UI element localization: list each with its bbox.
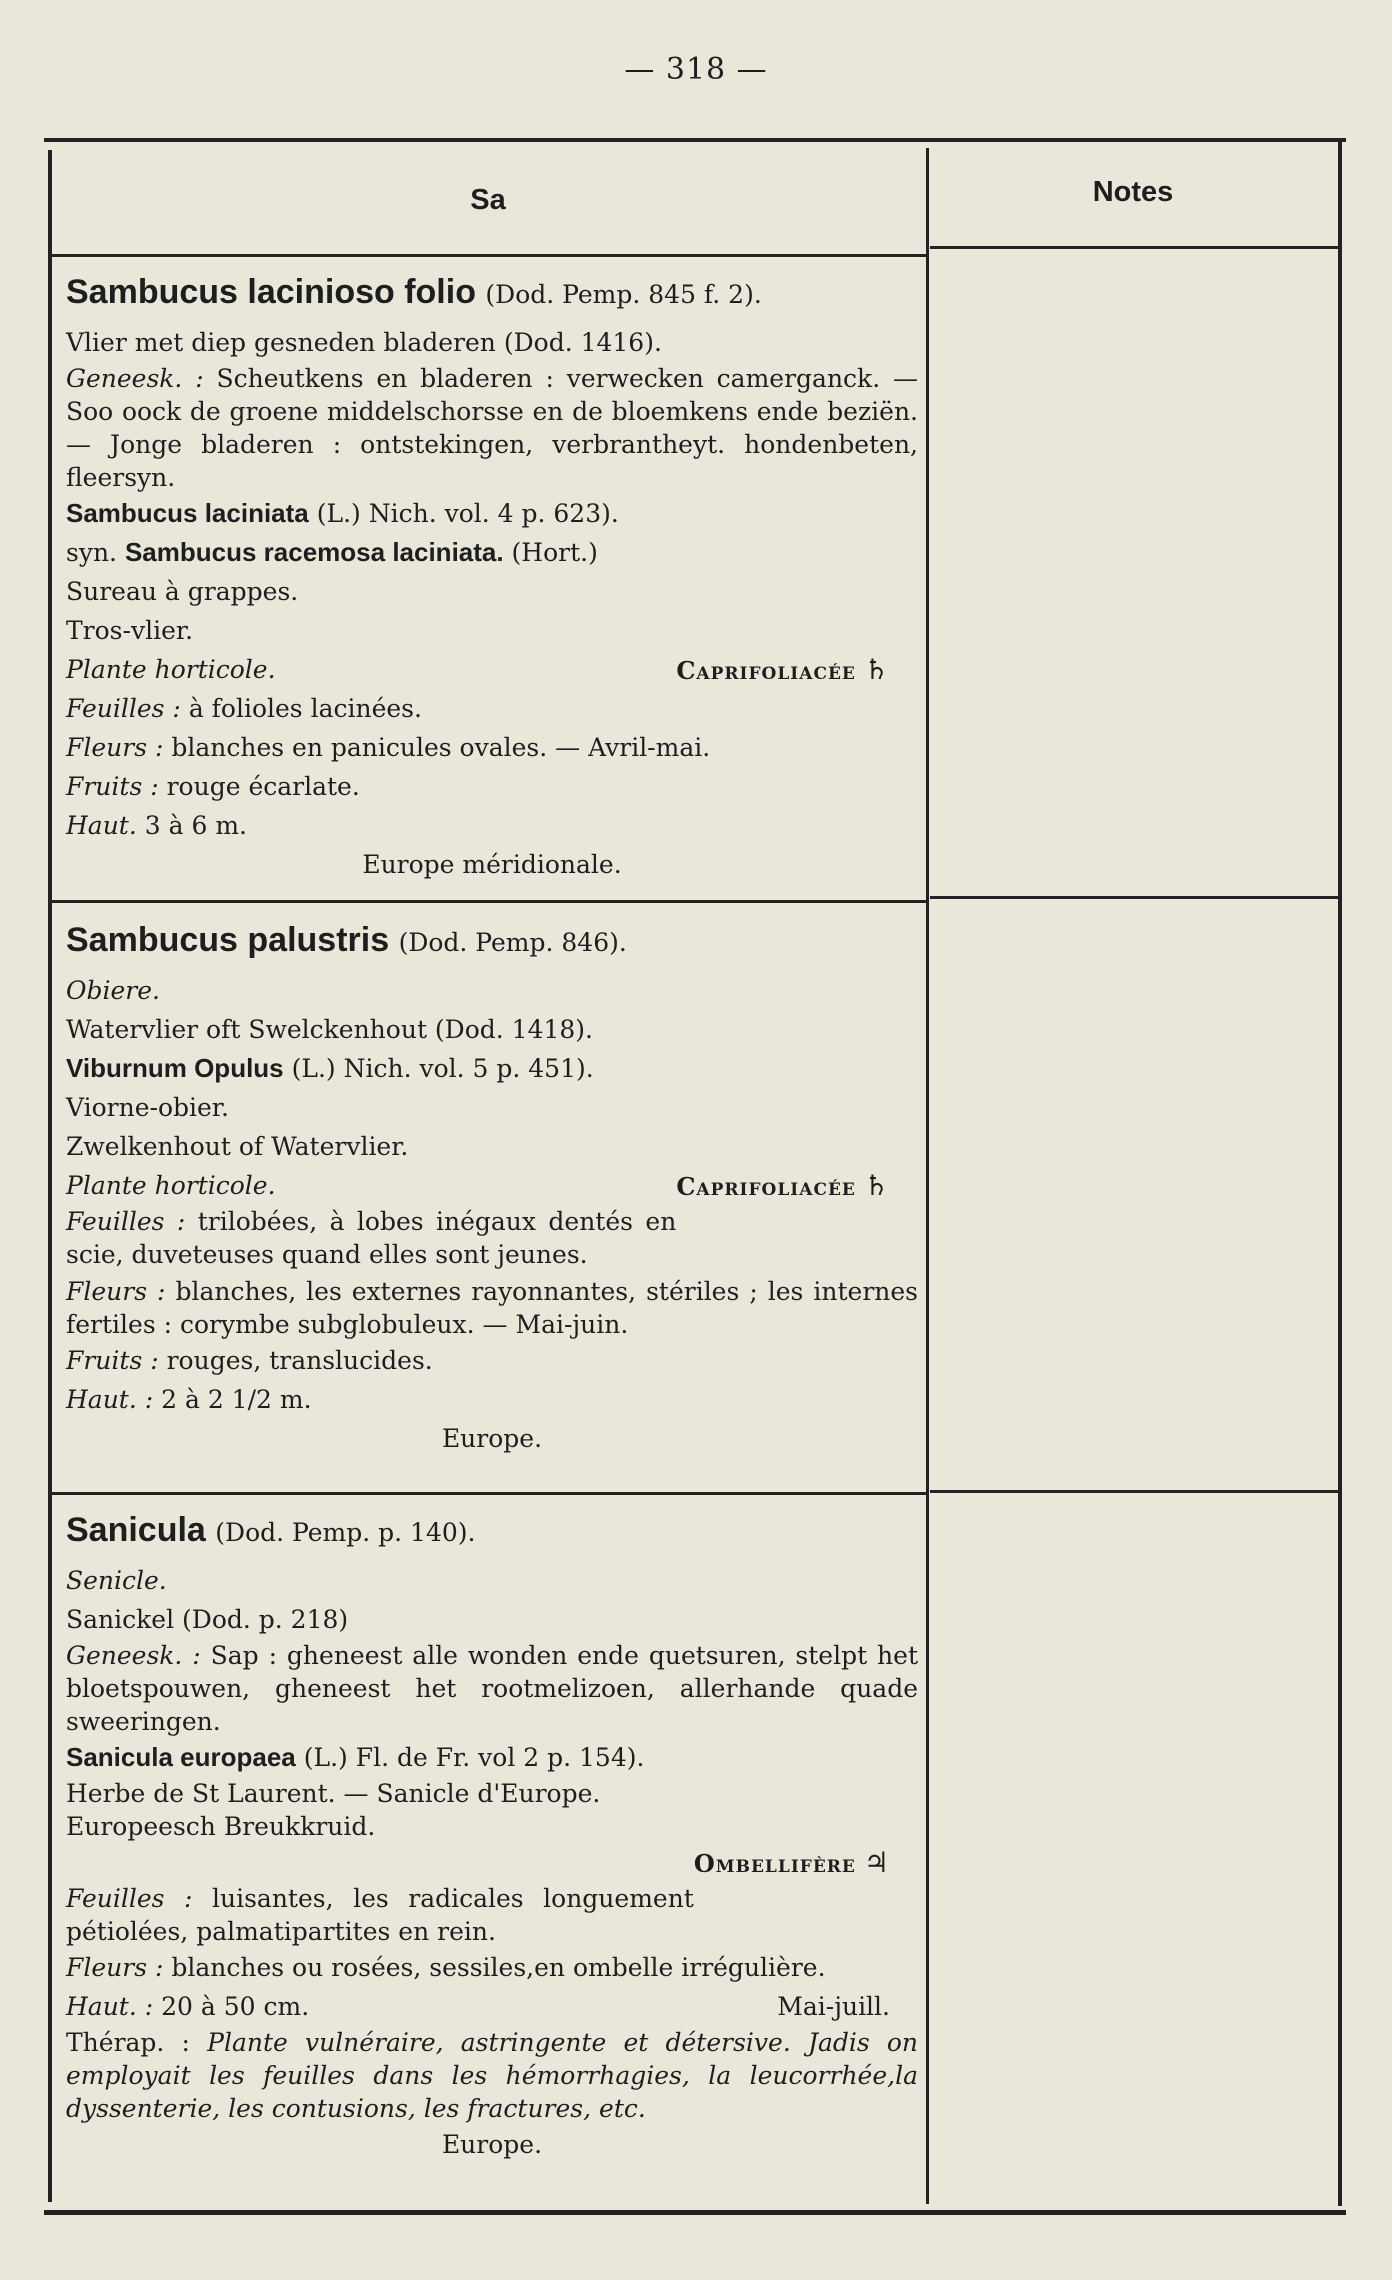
right-border	[1338, 142, 1342, 2206]
flemish-name: Sanickel (Dod. p. 218)	[66, 1605, 349, 1634]
species-name: Sambucus palustris	[66, 921, 390, 959]
entry-divider-1-left	[52, 900, 926, 903]
flemish-name: Vlier met diep gesneden bladeren (Dod. 1416).	[66, 328, 662, 357]
shrub-symbol-icon: ♄	[863, 653, 890, 686]
header-rule-right	[930, 246, 1338, 249]
dutch-name: Zwelkenhout of Watervlier.	[66, 1132, 409, 1161]
fruits-line: Fruits : rouges, translucides.	[66, 1346, 433, 1375]
page-number: — 318 —	[624, 52, 768, 87]
family-label: Ombellifère ♃	[693, 1846, 890, 1879]
feuilles-line: Feuilles : trilobées, à lobes inégaux dentés en scie, duveteuses quand elles sont jeunes.	[66, 1207, 677, 1269]
modern-name-line: Sanicula europaea (L.) Fl. de Fr. vol 2 p. 154).	[66, 1742, 645, 1772]
fruits-line: Fruits : rouge écarlate.	[66, 772, 360, 801]
obiere-line: Obiere.	[66, 976, 160, 1005]
entry-title	[66, 1502, 918, 1561]
modern-name-line: Sambucus laciniata (L.) Nich. vol. 4 p. 623).	[66, 498, 619, 528]
senicle-line: Senicle.	[66, 1566, 167, 1595]
species-name: Sambucus lacinioso folio	[66, 273, 476, 311]
geneesk-paragraph: Geneesk. : Sap : gheneest alle wonden ende quetsuren, stelpt het bloetspouwen, gheneest het rootmelizoen, allerhande quade sweeringen.	[66, 1641, 918, 1736]
region: Europe.	[441, 2130, 543, 2159]
column-divider	[926, 148, 929, 2204]
column-header-left: Sa	[470, 184, 506, 216]
french-name: Sureau à grappes.	[66, 577, 299, 606]
entry-sambucus-palustris	[66, 912, 918, 1458]
dutch-name: Tros-vlier.	[66, 616, 194, 645]
plante-line: Caprifoliacée ♄ Plante horticole.	[66, 650, 918, 689]
column-header-right: Notes	[1092, 176, 1174, 208]
species-reference: (Dod. Pemp. 846).	[398, 928, 627, 957]
season: Mai-juill.	[777, 1992, 890, 2021]
fleurs-line: Fleurs : blanches ou rosées, sessiles,en ombelle irrégulière.	[66, 1953, 826, 1982]
geneesk-paragraph: Geneesk. : Scheutkens en bladeren : verwecken camerganck. — Soo oock de groene middelschorsse en de bloemkens ende beziën. — Jonge bladeren : ontstekingen, verbrantheyt. hondenbeten, fleersyn.	[66, 364, 918, 492]
french-name: Viorne-obier.	[66, 1093, 229, 1122]
plante-line: Caprifoliacée ♄ Plante horticole.	[66, 1166, 918, 1205]
feuilles-line: Feuilles : à folioles lacinées.	[66, 694, 422, 723]
haut-line: Mai-juill. Haut. : 20 à 50 cm.	[66, 1987, 918, 2026]
entry-sanicula	[66, 1502, 918, 2164]
modern-name-line: Viburnum Opulus (L.) Nich. vol. 5 p. 451).	[66, 1053, 594, 1083]
dutch-name: Europeesch Breukkruid.	[66, 1812, 376, 1841]
family-line	[66, 1843, 918, 1882]
french-name: Herbe de St Laurent. — Sanicle d'Europe.	[66, 1779, 601, 1808]
entry-divider-2-right	[930, 1490, 1338, 1493]
haut-line: Haut. : 2 à 2 1/2 m.	[66, 1385, 312, 1414]
header-rule-left	[52, 254, 926, 257]
family-label: Caprifoliacée ♄	[676, 1169, 890, 1202]
left-border	[48, 150, 52, 2202]
family-label: Caprifoliacée ♄	[676, 653, 890, 686]
entry-divider-2-left	[52, 1492, 926, 1495]
species-reference: (Dod. Pemp. 845 f. 2).	[485, 280, 762, 309]
fleurs-line: Fleurs : blanches, les externes rayonnantes, stériles ; les internes fertiles : corymbe subglobuleux. — Mai-juin.	[66, 1277, 918, 1339]
shrub-symbol-icon: ♄	[863, 1169, 890, 1202]
fleurs-line: Fleurs : blanches en panicules ovales. — Avril-mai.	[66, 733, 711, 762]
therap-paragraph: Thérap. : Plante vulnéraire, astringente et détersive. Jadis on employait les feuilles dans les hémorrhagies, la leucorrhée,la dyssenterie, les contusions, les fractures, etc.	[66, 2028, 919, 2123]
region: Europe.	[441, 1424, 543, 1453]
flemish-name: Watervlier oft Swelckenhout (Dod. 1418).	[66, 1015, 594, 1044]
entry-title	[66, 264, 918, 323]
region: Europe méridionale.	[362, 850, 622, 879]
entry-title	[66, 912, 918, 971]
species-reference: (Dod. Pemp. p. 140).	[215, 1518, 476, 1547]
haut-line: Haut. 3 à 6 m.	[66, 811, 247, 840]
synonym-line: syn. Sambucus racemosa laciniata. (Hort.)	[66, 537, 598, 567]
entry-divider-1-right	[930, 896, 1338, 899]
species-name: Sanicula	[66, 1511, 206, 1549]
perennial-symbol-icon: ♃	[863, 1846, 890, 1879]
feuilles-line: Feuilles : luisantes, les radicales longuement pétiolées, palmatipartites en rein.	[66, 1884, 694, 1946]
entry-sambucus-lacinioso	[66, 264, 918, 884]
